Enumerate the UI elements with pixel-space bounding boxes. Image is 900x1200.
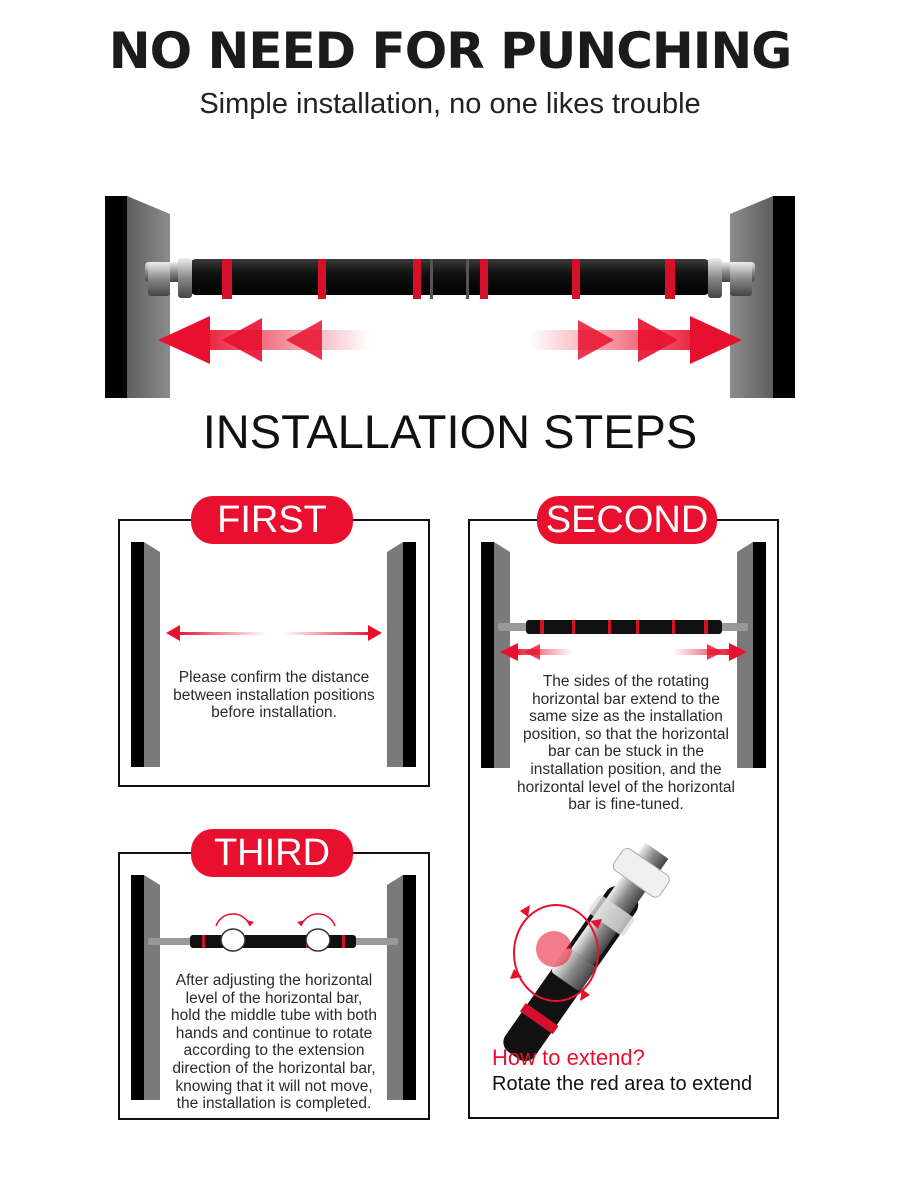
extend-question: How to extend? [492,1045,645,1070]
step-first-label: FIRST [191,496,353,544]
extend-arrows-icon [500,643,747,661]
arrows-right-icon [530,316,742,364]
arrows-left-icon [158,316,370,364]
distance-arrow-icon [166,625,382,641]
hero-bar-illustration [0,0,900,400]
step-second-illustration [468,519,779,1119]
extend-answer: Rotate the red area to extend [492,1073,753,1095]
pull-up-bar [145,258,755,299]
step-first-text: Please confirm the distance between installation positions before installation. [173,669,375,722]
step-second-text: The sides of the rotating horizontal bar extend to the same size as the installation position, so that the horizontal bar can be stuck in the installation position, and the horizontal level of the horizontal bar is fine-tuned. [517,673,735,814]
step-third-text: After adjusting the horizontal level of the horizontal bar, hold the middle tube with both hands and continue to rotate according to the extension direction of the horizontal bar, knowing that it will not move, the installation is completed. [171,972,377,1113]
subheadline: Simple installation, no one likes trouble [199,88,701,120]
right-wall [730,196,795,398]
section-title: INSTALLATION STEPS [202,405,698,458]
step-second-label: SECOND [537,496,717,544]
step-first-illustration [118,519,430,787]
rotation-detail-icon [490,835,679,1072]
small-bar-icon [148,935,398,948]
left-wall [105,196,170,398]
small-bar-icon [498,620,748,634]
step-third-label: THIRD [191,829,353,877]
headline: NO NEED FOR PUNCHING [108,22,792,80]
